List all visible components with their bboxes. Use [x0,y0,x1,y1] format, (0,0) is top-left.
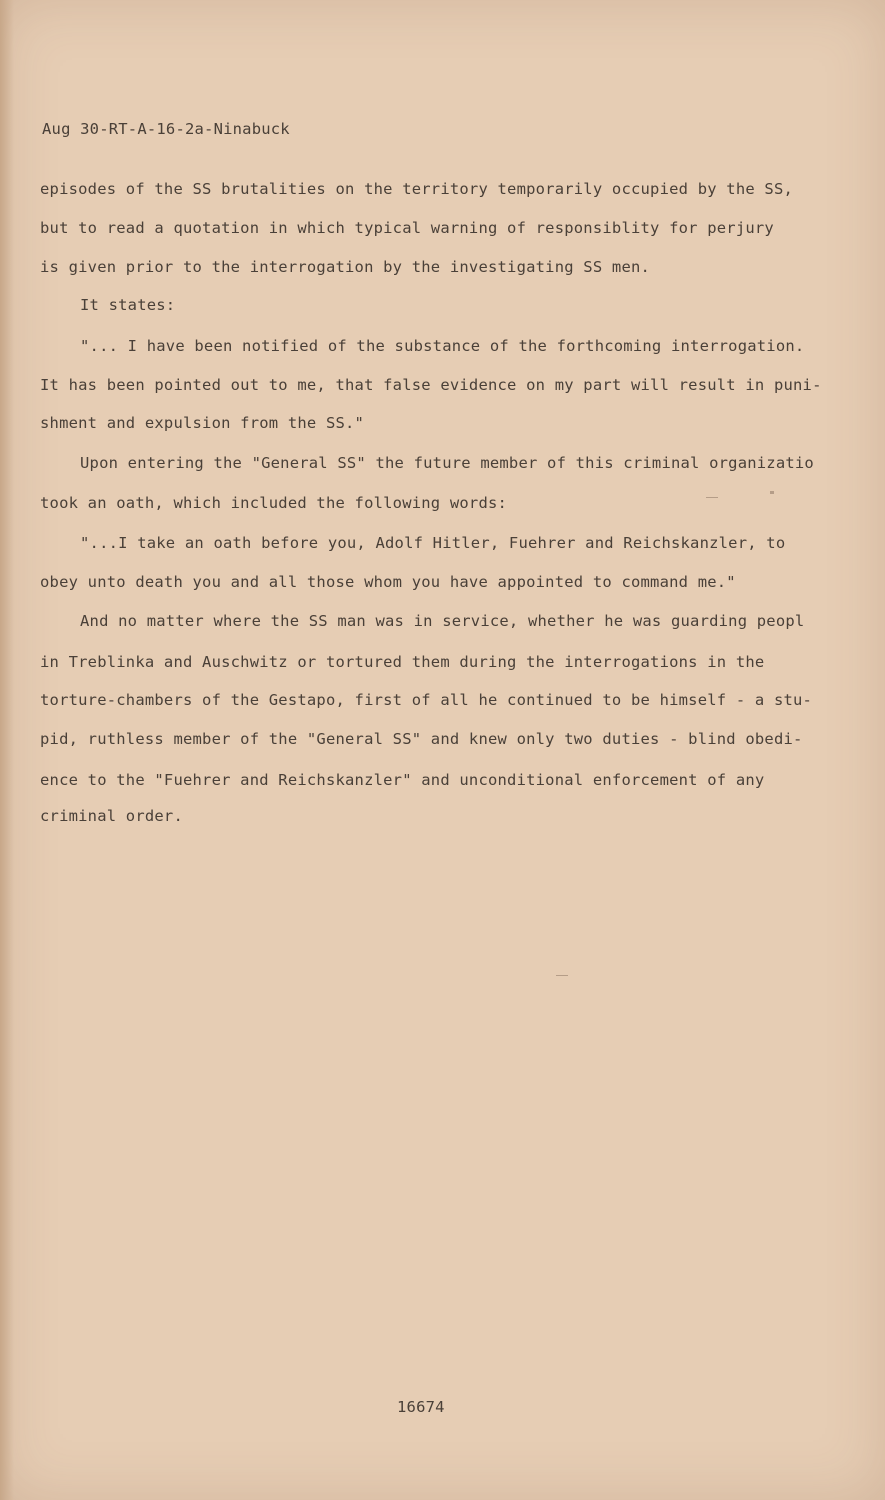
text-line: criminal order. [40,807,183,825]
text-line: but to read a quotation in which typical warning of responsiblity for perjury [40,219,774,237]
text-line: Upon entering the "General SS" the future member of this criminal organizatio [80,454,814,472]
text-line: "... I have been notified of the substance of the forthcoming interrogation. [80,337,805,355]
text-line: torture-chambers of the Gestapo, first of all he continued to be himself - a stu- [40,691,813,709]
text-line: took an oath, which included the following words: [40,494,508,512]
ink-speck [706,497,718,498]
text-line: It states: [80,296,176,314]
ink-speck [556,975,568,976]
text-line: pid, ruthless member of the "General SS" and knew only two duties - blind obedi- [40,730,803,748]
text-line: in Treblinka and Auschwitz or tortured them during the interrogations in the [40,653,765,671]
text-line: ence to the "Fuehrer and Reichskanzler" and unconditional enforcement of any [40,771,765,789]
text-line: And no matter where the SS man was in service, whether he was guarding peopl [80,612,805,630]
page-number: 16674 [397,1398,445,1416]
text-line: obey unto death you and all those whom you have appointed to command me." [40,573,736,591]
text-line: episodes of the SS brutalities on the territory temporarily occupied by the SS, [40,180,794,198]
text-line: "...I take an oath before you, Adolf Hitler, Fuehrer and Reichskanzler, to [80,534,786,552]
text-line: It has been pointed out to me, that false evidence on my part will result in puni- [40,376,822,394]
text-line: shment and expulsion from the SS." [40,414,365,432]
document-header: Aug 30-RT-A-16-2a-Ninabuck [42,120,290,138]
ink-speck [770,491,774,494]
text-line: is given prior to the interrogation by the investigating SS men. [40,258,651,276]
